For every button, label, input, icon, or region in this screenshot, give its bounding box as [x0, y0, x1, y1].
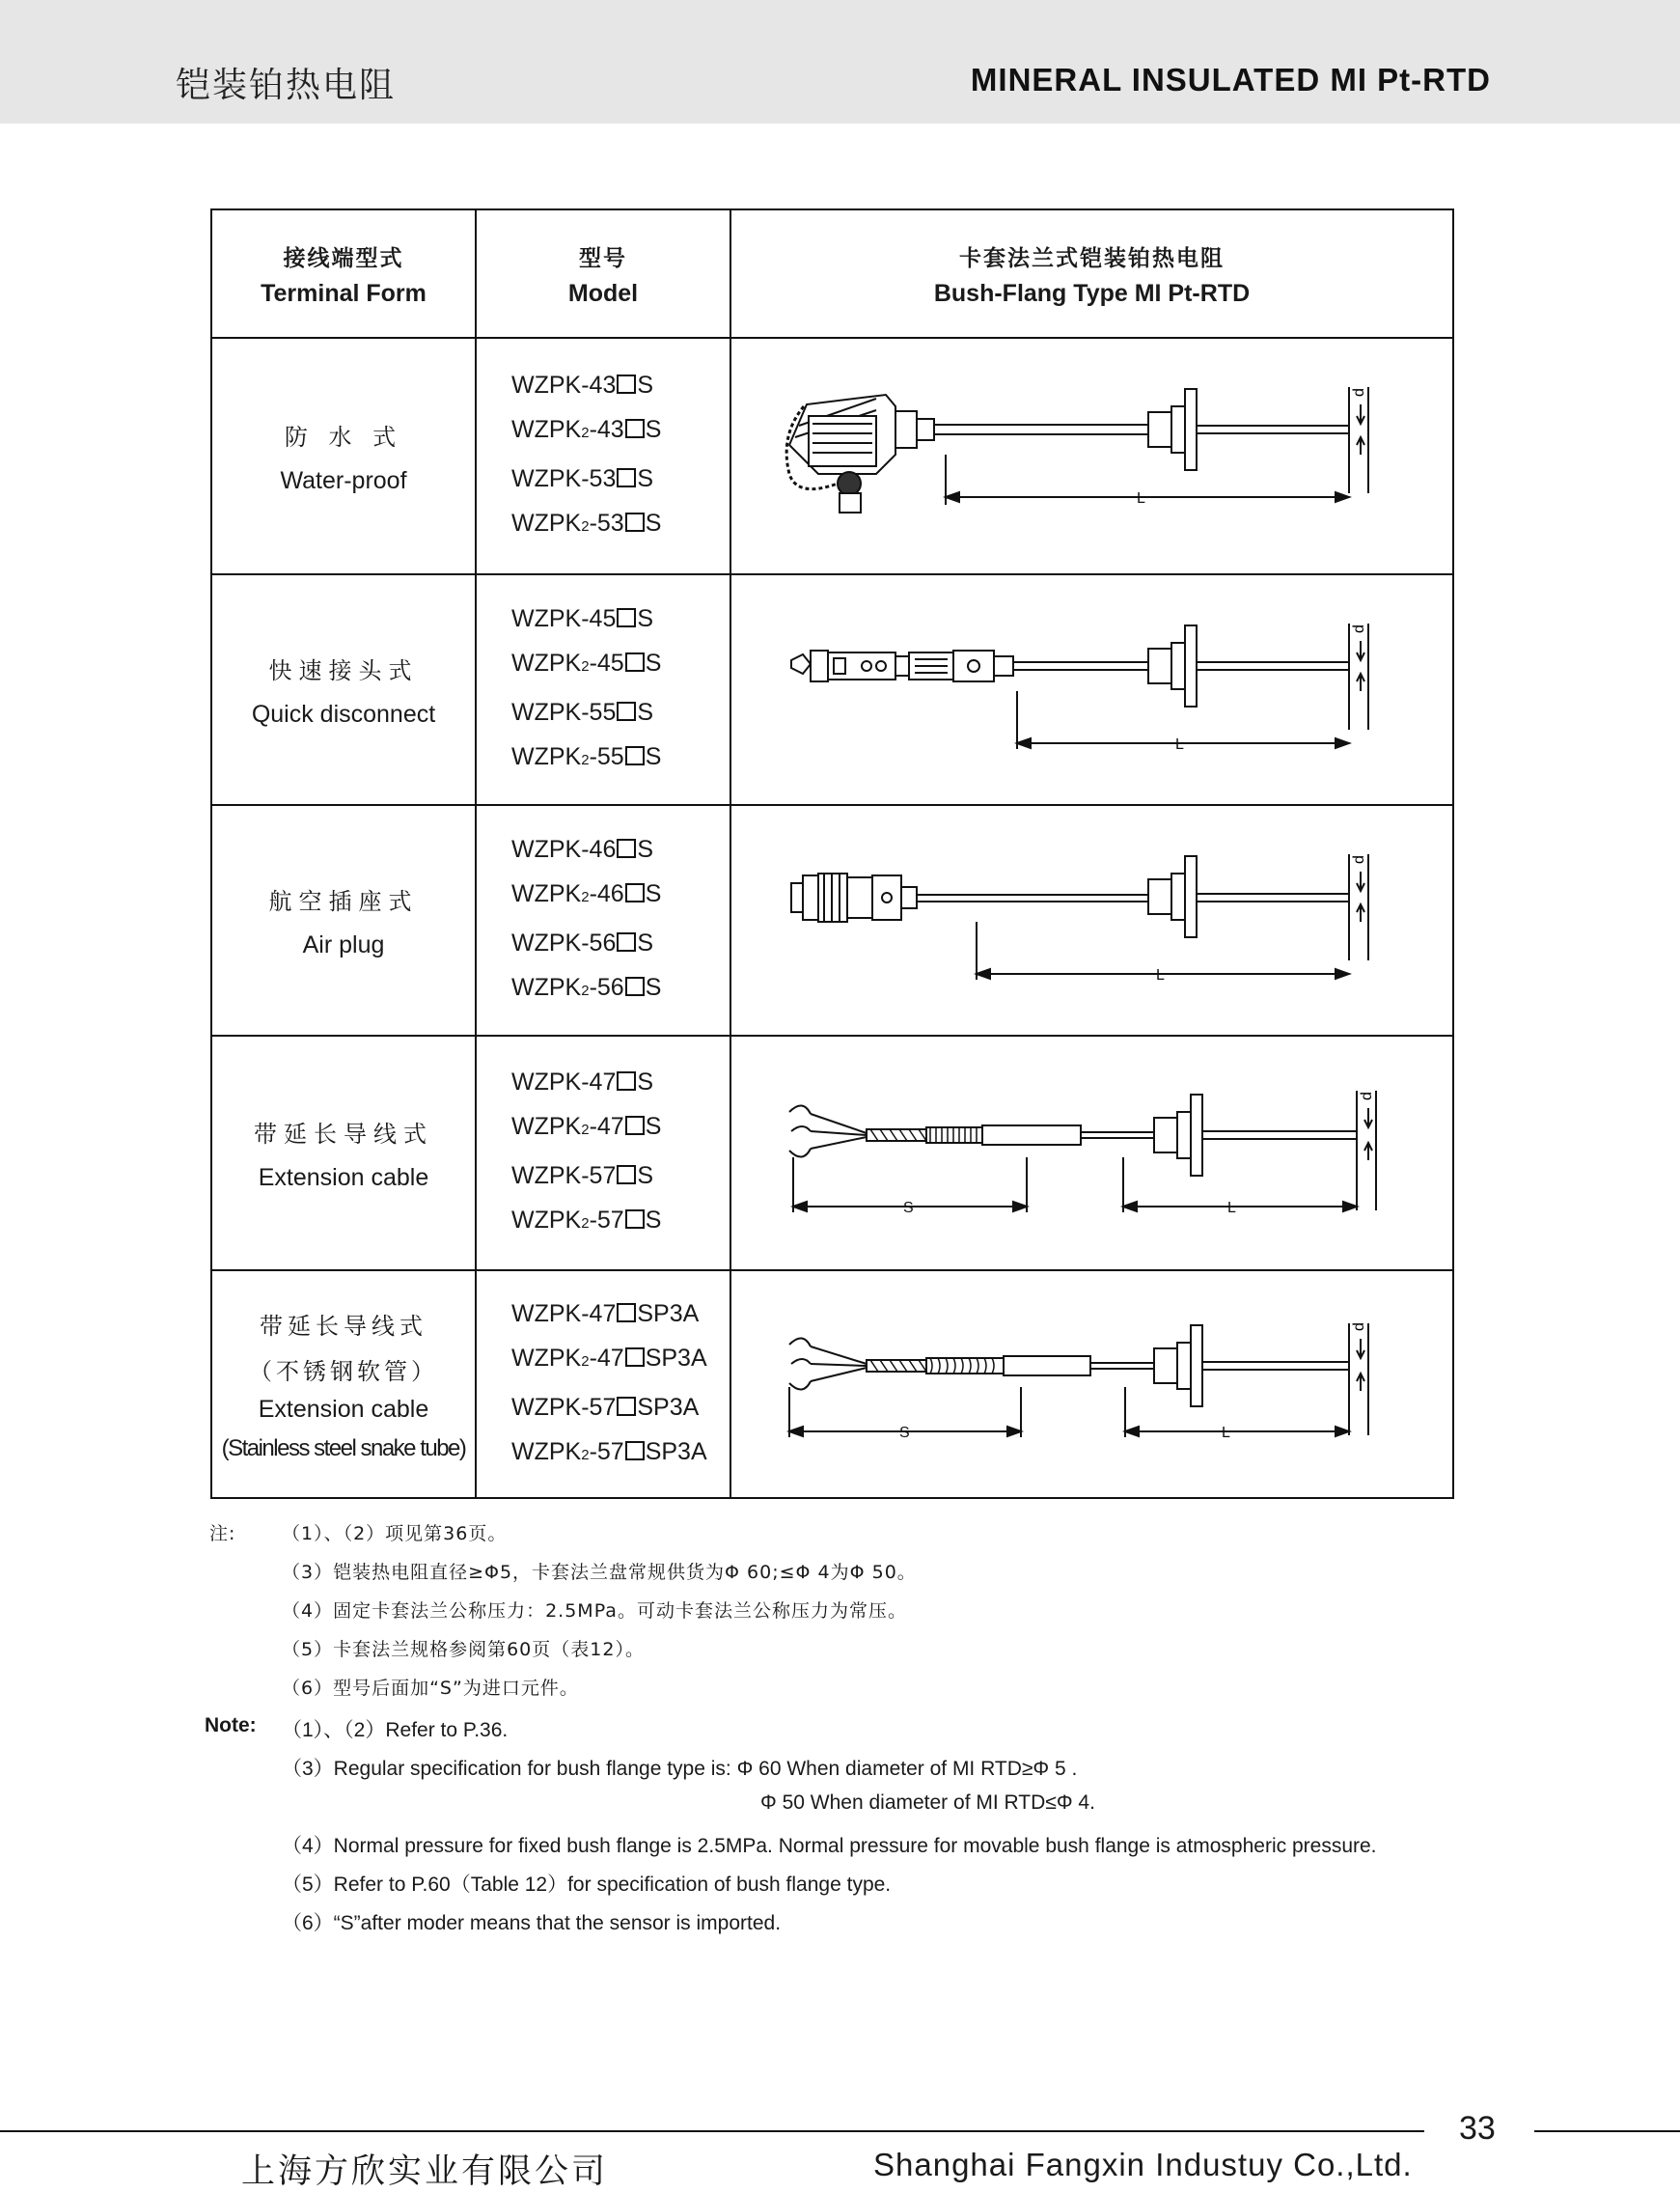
header-type	[730, 209, 1453, 338]
footer-company-en: Shanghai Fangxin Industuy Co.,Ltd.	[873, 2147, 1413, 2182]
header-terminal-cn: 接线端型式	[283, 245, 404, 271]
spec-table	[210, 208, 1454, 1499]
dim-L: L	[1137, 490, 1145, 507]
dim-d: d	[1351, 1322, 1367, 1331]
model-cell	[476, 1270, 730, 1498]
table-header-row	[211, 209, 1453, 338]
dim-d: d	[1351, 388, 1367, 397]
terminal-cell	[211, 1036, 476, 1270]
drawing-cell	[730, 338, 1453, 574]
model-code: WZPK2-43 S	[511, 416, 662, 443]
notes-label-en: Note:	[205, 1714, 257, 1736]
terminal-cn: 航空插座式	[268, 887, 419, 915]
header-terminal-form	[211, 209, 476, 338]
model-code: WZPK2-57 SP3A	[511, 1437, 707, 1465]
header-type-en: Bush-Flang Type MI Pt-RTD	[933, 279, 1251, 307]
header-terminal-en: Terminal Form	[261, 279, 427, 307]
dim-L: L	[1227, 1200, 1236, 1216]
footer-company-cn: 上海方欣实业有限公司	[241, 2152, 609, 2191]
note-cn: （5）卡套法兰规格参阅第60页（表12）。	[282, 1639, 645, 1660]
waterproof-rtd-drawing	[731, 339, 1450, 573]
terminal-en-sub: (Stainless steel snake tube)	[221, 1434, 466, 1461]
snake-tube-rtd-drawing	[731, 1271, 1450, 1497]
note-en: （4）Normal pressure for fixed bush flange is 2.5MPa. Normal pressure for movable bush flange is atmospheric pressure.	[282, 1835, 1377, 1857]
model-code: WZPK-55 S	[511, 699, 654, 726]
table-row	[211, 574, 1453, 805]
dim-L: L	[1156, 967, 1165, 984]
dim-L: L	[1175, 736, 1184, 753]
dim-S: S	[899, 1425, 910, 1441]
model-code: WZPK-53 S	[511, 465, 654, 492]
header-title-en: MINERAL INSULATED MI Pt-RTD	[970, 62, 1491, 97]
model-code: WZPK-47 SP3A	[511, 1299, 700, 1327]
table-row	[211, 1270, 1453, 1498]
model-code: WZPK2-55 S	[511, 743, 662, 770]
header-title-cn: 铠装铂热电阻	[176, 66, 397, 105]
extension-cable-rtd-drawing	[731, 1037, 1450, 1269]
terminal-cell	[211, 574, 476, 805]
page-number: 33	[1459, 2110, 1496, 2147]
note-en: （1）、（2）Refer to P.36.	[282, 1719, 509, 1741]
model-code: WZPK-57 S	[511, 1162, 654, 1189]
note-cn: （1）、（2）项见第36页。	[282, 1523, 508, 1544]
header-model-cn: 型号	[579, 245, 627, 271]
model-code: WZPK2-47 SP3A	[511, 1344, 707, 1372]
table-row	[211, 1036, 1453, 1270]
terminal-cell	[211, 1270, 476, 1498]
terminal-en: Quick disconnect	[251, 700, 436, 728]
dim-d: d	[1351, 625, 1367, 633]
terminal-en: Extension cable	[258, 1163, 429, 1191]
header-type-cn: 卡套法兰式铠装铂热电阻	[959, 245, 1225, 271]
model-cell	[476, 805, 730, 1036]
model-code: WZPK-57 SP3A	[511, 1393, 700, 1421]
note-cn: （6）型号后面加“S”为进口元件。	[282, 1678, 579, 1699]
footer-rule-left	[0, 2130, 1424, 2132]
table-row	[211, 338, 1453, 574]
drawing-cell	[730, 574, 1453, 805]
terminal-cn-sub: （不锈钢软管）	[249, 1357, 438, 1385]
drawing-cell	[730, 1270, 1453, 1498]
model-code: WZPK-56 S	[511, 930, 654, 957]
dim-L: L	[1222, 1425, 1230, 1441]
model-code: WZPK-46 S	[511, 836, 654, 863]
model-code: WZPK-43 S	[511, 372, 654, 399]
terminal-cn: 带延长导线式	[254, 1120, 433, 1148]
note-cn: （3）铠装热电阻直径≥Φ5，卡套法兰盘常规供货为Φ 60;≤Φ 4为Φ 50。	[282, 1562, 917, 1583]
drawing-cell	[730, 1036, 1453, 1270]
note-cn: （4）固定卡套法兰公称压力：2.5MPa。可动卡套法兰公称压力为常压。	[282, 1600, 907, 1622]
header-model-en: Model	[567, 279, 639, 307]
terminal-cn: 带延长导线式	[260, 1312, 427, 1340]
model-code: WZPK-45 S	[511, 605, 654, 632]
model-code: WZPK2-56 S	[511, 974, 662, 1001]
drawing-cell	[730, 805, 1453, 1036]
model-cell	[476, 574, 730, 805]
footer-rule-right	[1534, 2130, 1680, 2132]
dim-d: d	[1359, 1092, 1375, 1100]
model-code: WZPK2-47 S	[511, 1113, 662, 1140]
air-plug-rtd-drawing	[731, 806, 1450, 1035]
model-code: WZPK2-53 S	[511, 510, 662, 537]
dim-S: S	[903, 1200, 914, 1216]
terminal-en: Water-proof	[280, 466, 407, 494]
model-code: WZPK2-57 S	[511, 1207, 662, 1234]
table-row	[211, 805, 1453, 1036]
note-en: （6）“S”after moder means that the sensor is imported.	[282, 1912, 782, 1934]
note-en: （5）Refer to P.60（Table 12）for specification of bush flange type.	[282, 1874, 892, 1896]
dim-d: d	[1351, 855, 1367, 864]
terminal-cn: 快速接头式	[268, 656, 419, 684]
notes-label-cn: 注:	[209, 1523, 236, 1544]
model-cell	[476, 1036, 730, 1270]
model-code: WZPK2-46 S	[511, 880, 662, 907]
note-en: （3）Regular specification for bush flange type is: Φ 60 When diameter of MI RTD≥Φ 5 .	[282, 1758, 1078, 1780]
terminal-cell	[211, 338, 476, 574]
model-code: WZPK2-45 S	[511, 650, 662, 677]
header-model	[476, 209, 730, 338]
terminal-en: Air plug	[302, 930, 385, 958]
terminal-cn: 防 水 式	[284, 423, 403, 451]
terminal-cell	[211, 805, 476, 1036]
terminal-en: Extension cable	[258, 1395, 429, 1423]
model-code: WZPK-47 S	[511, 1069, 654, 1096]
note-en: Φ 50 When diameter of MI RTD≤Φ 4.	[760, 1791, 1095, 1814]
quick-disconnect-rtd-drawing	[731, 575, 1450, 804]
model-cell	[476, 338, 730, 574]
